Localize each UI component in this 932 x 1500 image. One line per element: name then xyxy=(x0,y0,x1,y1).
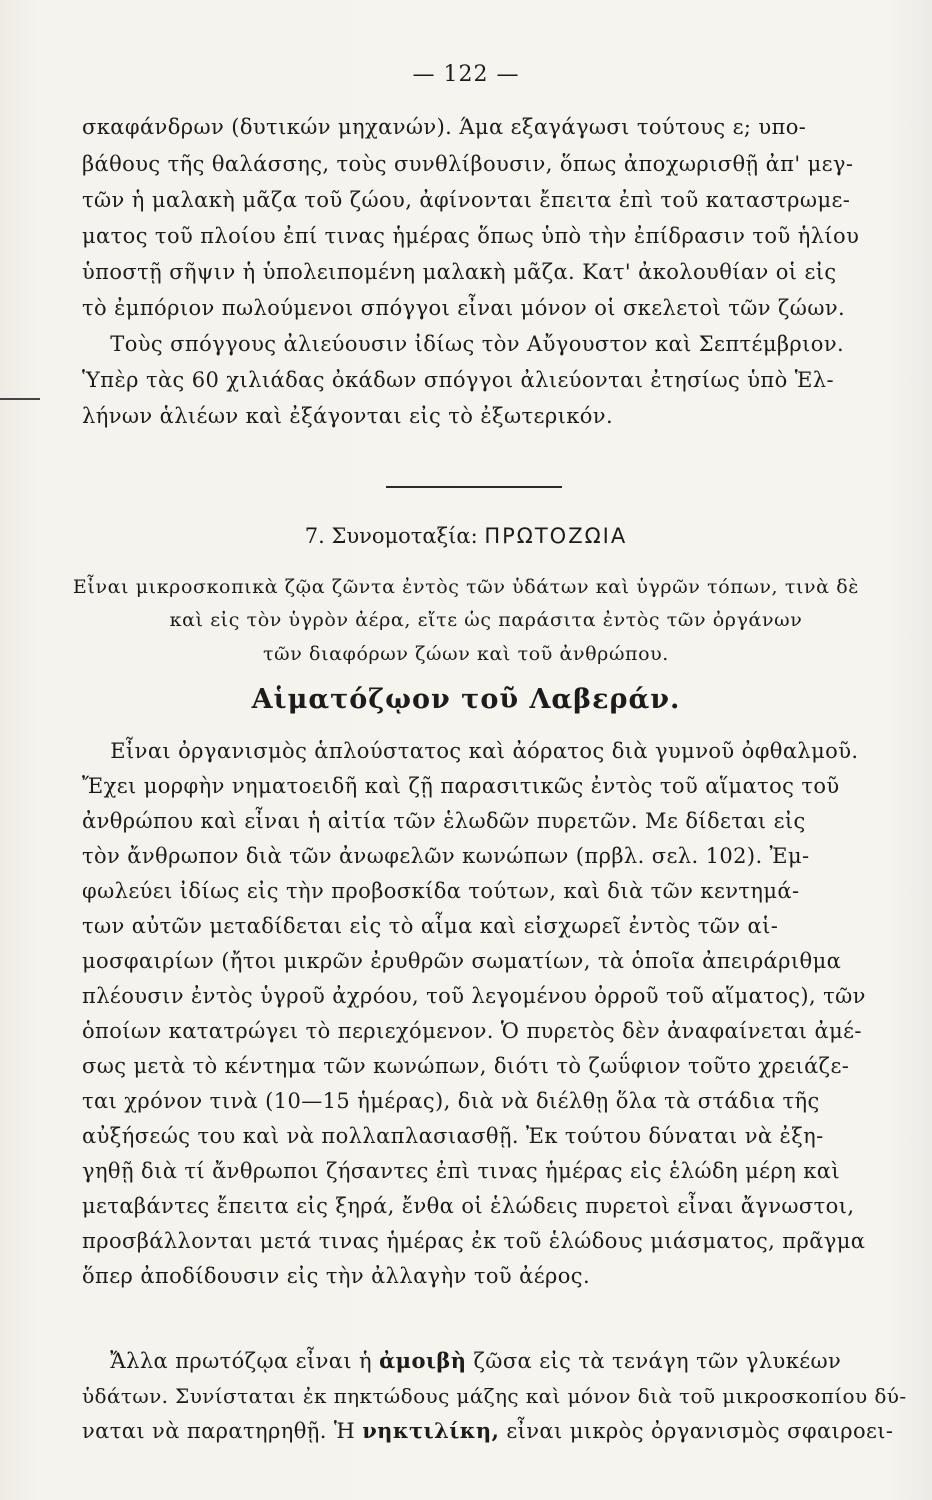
text-line: ὑδάτων. Συνίσταται ἐκ πηκτώδους μάζης καὶ μόνον διὰ τοῦ μικροσκοπίου δύ- xyxy=(82,1384,907,1408)
section-divider xyxy=(386,486,562,488)
text-line: ματος τοῦ πλοίου ἐπί τινας ἡμέρας ὅπως ὑπὸ τὴν ἐπίδρασιν τοῦ ἡλίου xyxy=(82,224,860,248)
text-line: Εἶναι ὀργανισμὸς ἁπλούστατος καὶ ἀόρατος διὰ γυμνοῦ ὀφθαλμοῦ. xyxy=(82,739,859,763)
section-title: Αἱματόζῳον τοῦ Λαβεράν. xyxy=(251,684,681,715)
text-line: ὁποίων κατατρώγει τὸ περιεχόμενον. Ὁ πυρετὸς δὲν ἀναφαίνεται ἀμέ- xyxy=(82,1019,862,1043)
class-heading xyxy=(0,524,932,548)
text-line: ἀνθρώπου καὶ εἶναι ἡ αἰτία τῶν ἑλωδῶν πυρετῶν. Με δίδεται εἰς xyxy=(82,809,806,833)
class-intro-line: Εἶναι μικροσκοπικὰ ζῷα ζῶντα ἐντὸς τῶν ὑδάτων καὶ ὑγρῶν τόπων, τινὰ δὲ xyxy=(72,576,860,598)
text-line: τῶν ἡ μαλακὴ μᾶζα τοῦ ζώου, ἀφίνονται ἔπειτα ἐπὶ τοῦ καταστρωμε- xyxy=(82,188,851,212)
text-line: τὸ ἐμπόριον πωλούμενοι σπόγγοι εἶναι μόνον οἱ σκελετοὶ τῶν ζώων. xyxy=(82,296,846,320)
text-line: των αὐτῶν μεταδίδεται εἰς τὸ αἷμα καὶ εἰσχωρεῖ ἐντὸς τῶν αἱ- xyxy=(82,914,779,938)
text-line: τὸν ἄνθρωπον διὰ τῶν ἀνωφελῶν κωνώπων (πρβλ. σελ. 102). Ἐμ- xyxy=(82,844,810,868)
text-line: λήνων ἁλιέων καὶ ἐξάγονται εἰς τὸ ἐξωτερικόν. xyxy=(82,404,614,428)
text-line: πλέουσιν ἐντὸς ὑγροῦ ἀχρόου, τοῦ λεγομένου ὀρροῦ τοῦ αἵματος), τῶν xyxy=(82,984,866,1008)
text-line: βάθους τῆς θαλάσσης, τοὺς συνθλίβουσιν, ὅπως ἀποχωρισθῇ ἀπ' μεγ- xyxy=(82,152,854,176)
text-line: Ἔχει μορφὴν νηματοειδῆ καὶ ζῇ παρασιτικῶς ἐντὸς τοῦ αἵματος τοῦ xyxy=(82,774,840,798)
text-line: σκαφάνδρων (δυτικών μηχανών). Άμα εξαγάγωσι τούτους ε; υπο- xyxy=(82,115,807,139)
text-line: προσβάλλονται μετά τινας ἡμέρας ἐκ τοῦ ἑλώδους μιάσματος, πρᾶγμα xyxy=(82,1229,866,1253)
text-run: ναται νὰ παρατηρηθῇ. Ἡ xyxy=(82,1419,363,1443)
text-line: μεταβάντες ἔπειτα εἰς ξηρά, ἔνθα οἱ ἑλώδεις πυρετοὶ εἶναι ἄγνωστοι, xyxy=(82,1194,855,1218)
text-line: ται χρόνον τινὰ (10—15 ἡμέρας), διὰ νὰ διέλθῃ ὅλα τὰ στάδια τῆς xyxy=(82,1089,820,1113)
margin-mark xyxy=(0,398,40,400)
page-number: — 122 — xyxy=(412,62,520,87)
term-noctiluca: νηκτιλίκη, xyxy=(362,1418,500,1443)
class-heading-name: ΠΡΩΤΟΖΩΙΑ xyxy=(484,524,628,548)
text-line: σως μετὰ τὸ κέντημα τῶν κωνώπων, διότι τὸ ζωΰφιον τοῦτο χρειάζε- xyxy=(82,1054,850,1078)
text-line: Ὑπὲρ τὰς 60 χιλιάδας ὀκάδων σπόγγοι ἀλιεύονται ἐτησίως ὑπὸ Ἑλ- xyxy=(82,368,834,392)
text-run: εἶναι μικρὸς ὀργανισμὸς σφαιροει- xyxy=(499,1419,894,1443)
term-amoeba: ἀμοιβὴ xyxy=(379,1348,467,1373)
text-line: μοσφαιρίων (ἤτοι μικρῶν ἐρυθρῶν σωματίων, τὰ ὁποῖα ἀπειράριθμα xyxy=(82,949,842,973)
text-line: γηθῇ διὰ τί ἄνθρωποι ζήσαντες ἐπὶ τινας ἡμέρας εἰς ἑλώδη μέρη καὶ xyxy=(82,1159,840,1183)
paragraph-sponges xyxy=(82,117,890,427)
class-intro-line: καὶ εἰς τὸν ὑγρὸν ἀέρα, εἴτε ὡς παράσιτα ἐντὸς τῶν ὀργάνων xyxy=(169,609,803,631)
class-intro-line: τῶν διαφόρων ζώων καὶ τοῦ ἀνθρώπου. xyxy=(263,643,669,665)
text-run: Ἄλλα πρωτόζῳα εἶναι ἡ xyxy=(82,1349,380,1373)
text-line: ὅπερ ἀποδίδουσιν εἰς τὴν ἀλλαγὴν τοῦ ἀέρος. xyxy=(82,1264,591,1288)
text-line: φωλεύει ἰδίως εἰς τὴν προβοσκίδα τούτων, καὶ διὰ τῶν κεντημά- xyxy=(82,879,800,903)
text-run: ζῶσα εἰς τὰ τενάγη τῶν γλυκέων xyxy=(466,1349,842,1373)
text-line: αὐξήσεώς του καὶ νὰ πολλαπλασιασθῇ. Ἐκ τούτου δύναται νὰ ἐξη- xyxy=(82,1124,824,1148)
class-heading-prefix: 7. Συνομοταξία: xyxy=(304,524,485,548)
text-line xyxy=(82,1350,890,1372)
text-line: Τοὺς σπόγγους ἀλιεύουσιν ἰδίως τὸν Αὔγουστον καὶ Σεπτέμβριον. xyxy=(82,332,845,356)
paragraph-laveran xyxy=(82,741,890,1287)
paragraph-other-protozoa xyxy=(82,1348,907,1443)
text-line: ὑποστῇ σῆψιν ἡ ὑπολειπομένη μαλακὴ μᾶζα. Κατ' ἀκολουθίαν οἱ εἰς xyxy=(82,260,837,284)
text-line xyxy=(82,1418,894,1443)
